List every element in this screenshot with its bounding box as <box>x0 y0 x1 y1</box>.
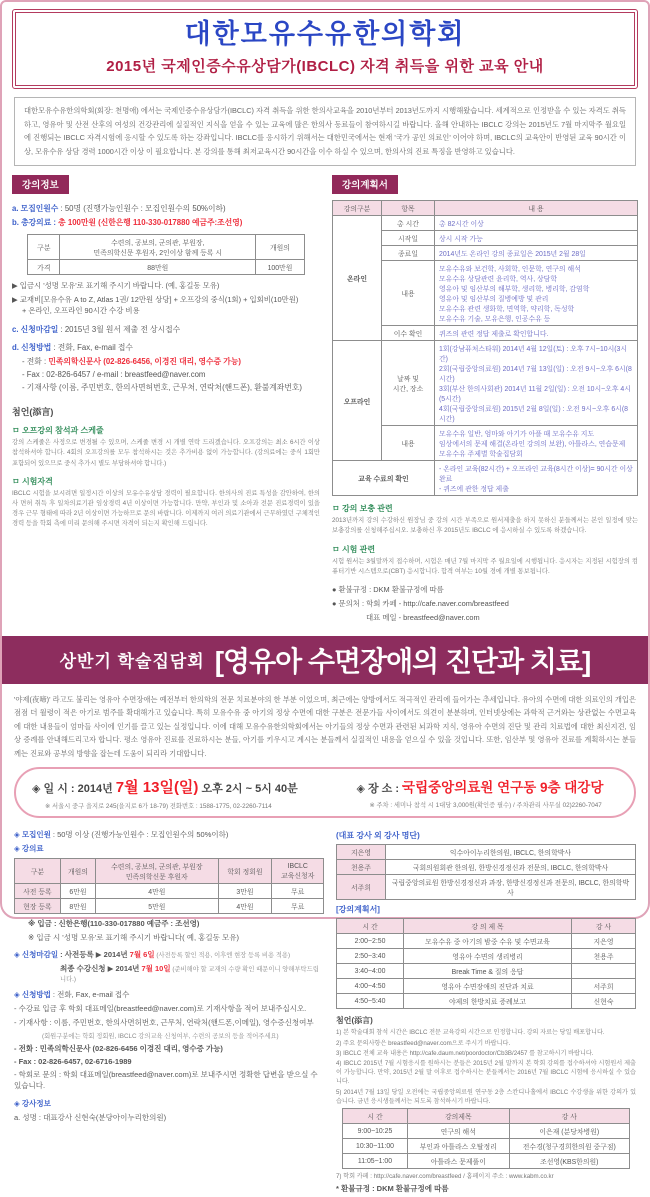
total-fee-label: b. 총강의료 : <box>12 218 59 228</box>
schedule-heading: [강의계획서] <box>336 905 380 915</box>
table-row: 시 간 강의제목 강 사 <box>343 1109 630 1124</box>
morning-schedule-table <box>342 1108 630 1169</box>
note-5: 5) 2014년 7월 13일 당일 오전에는 국립중앙의료원 연구동 2층 스칸디나홀에서 IBCLC 수강생을 위한 강의가 있습니다. 금년 응시생들께서는 되도록 참석하시기 바랍니다. <box>336 1088 636 1105</box>
table-row: 시작일 상시 시작 가능 <box>333 231 638 246</box>
table-row: 종료일 2014년도 온라인 강의 종료일은 2015년 2월 28일 <box>333 246 638 261</box>
refund-policy-line: ● 환불규정 : DKM 환불규정에 따름 <box>332 584 444 594</box>
seminar-datetime: ◈ 일 시 : 2014년 7월 13일(일) 오후 2시 ~ 5시 40분 <box>32 779 298 797</box>
apply-fax-line: - Fax : 02-826-6457, 02-6716-1989 <box>14 1057 132 1067</box>
table-row: 4:00~4:50 영유아 수면장애의 진단과 치료 서주희 <box>337 979 636 994</box>
table-row <box>333 341 638 426</box>
apply-method-line <box>12 342 320 353</box>
apply-method2-line: ◈ 신청방법 : 전화, Fax, e-mail 접수 <box>14 990 130 1000</box>
total-fee-line <box>12 217 320 228</box>
lecture-plan-column <box>332 175 638 626</box>
table-row: 교육 수료의 확인 - 온라인 교육(82시간) + 오프라인 교육(8시간 이상)= 90시간 이상 완료 - 퀴즈에 관한 정답 제출 <box>333 461 638 496</box>
exam-eligibility-heading: ㅁ 시험자격 <box>12 476 53 486</box>
table-row: 내용 모유수유 일반, 엄마와 아기가 아플 때 모유수유 지도 임상에서의 문제 해결(온라인 강의의 보완), 아틀라스, 연습문제 모유수유 주제별 학술집담회 <box>333 426 638 461</box>
note-3: 3) IBCLC 전체 교육 내용은 http://cafe.daum.net/poordoctor/Cb3B/2457 를 참고하시기 바랍니다. <box>336 1049 594 1057</box>
fee-col-owner: 개원의 <box>256 235 304 260</box>
fee2-label-line: ◈ 강의료 <box>14 844 44 854</box>
location-block <box>356 776 618 810</box>
apply-email-line: - 수강료 입금 후 학회 대표메일(breastfeed@naver.com)로 기재사항을 적어 보내주십시오. <box>14 1004 307 1014</box>
apply-inquiry-line: - 학회로 문의 : 학회 대표메일(breastfeed@naver.com)로 보내주시면 정확한 답변을 받으실 수 있습니다. <box>14 1070 318 1091</box>
fee-col-discount: 수련의, 공보의, 군의관, 부원장, 민족의학신문 후원자, 2인이상 함께 등록 시 <box>60 235 256 260</box>
note-1: 1) 본 학술대회 참석 시간은 IBCLC 전문 교육강의 시간으로 인정합니다. 강의 자료는 당일 배포합니다. <box>336 1029 605 1037</box>
total-fee-value: 총 100만원 (신한은행 110-330-017880 예금주:조선영) <box>58 218 243 228</box>
seminar-address-note: ※ 서울시 중구 을지로 245(을지로 6가 18-79) 전화번호 : 1588-1775, 02-2260-7114 <box>45 803 272 811</box>
flyer-subtitle: 2015년 국제인증수유상담가(IBCLC) 자격 취득을 위한 교육 안내 <box>106 57 544 75</box>
datetime-location-box <box>14 767 636 818</box>
supplement-body: 2013년까지 강의 수강하신 원장님 중 강의 시간 부족으로 원서제출을 하지 못하신 분들께서는 본인 일정에 맞는 보충강의를 신청해주십시오. 보충하신 후 2015년도 IBCLC 에 응시하실 수 있도록 하겠습니다. <box>332 517 638 535</box>
lecture-plan-table <box>332 200 638 496</box>
apply-method-label: d. 신청방법 <box>12 343 52 353</box>
program-column <box>336 826 636 1197</box>
seminar-date: 7월 13일(일) <box>115 779 199 797</box>
exam-eligibility-body: IBCLC 시험을 보시려면 일정시간 이상의 모유수유상담 경력이 필요합니다. 한의사의 진료 특성을 감안하여, 한의사 면허 취득 후 일차의료기관 임상경력 4년 이상이면 가능합니다. 만약, 부인과 및 소아과 전문 진료경력이 있을 경우 근무 형태에 따라 2년 이상이면 가능하므로 문의 바랍니다. 이제까지 여러 의료기관에서 근무하였던 구체적인 경력 등을 학회 측에 미리 문의해 주시면 자격이 되는지 확인해 드립니다. <box>12 489 320 528</box>
materials-bullet: ▶ 교재비[모유수유 A to Z, Atlas 1권/ 12만원 상당] + 오프강의 중식(1회) + 입회비(10만원) + 온라인, 오프라인 90시간 수강 비용 <box>12 295 299 316</box>
seminar-intro-paragraph: '야제(夜啼)' 라고도 불리는 영유아 수면장애는 예전부터 한의학의 전문 치료분야의 한 부분 이었으며, 최근에는 양방에서도 적극적인 관리에 들어가는 추세입니다. 유아의 수면에 대한 의료인의 개입은 점점 더 월령이 적은 아기로 범주를 확대해가고 있습니다. 특히 모유수유 중 아기의 정상 수면에 대한 구분은 전문가들 사이에서도 의견이 분분하며, 인터넷상에는 과학적 근거와는 상관없는 수면교육에 대한 내용들이 엄마들 사이에 인기를 끌고 있는 실정입니다. 이에 대해 모유수유한의학회에서는 아기들의 정상 수면과 관련된 뇌과학 지식, 영유아 수면의 진단 및 관리 치료법에 대한 최신지견, 임상 증례를 안내해드리고자 합니다. 평소 영유아 진료를 진료하시는 분들, 아기를 키우시고 계시는 분들께서 실질적인 내용을 얻으실 수 있을 것입니다. 또한, 임산부 및 영유아 진료를 계획하시는 분들께는 진료와 공부의 방향을 잡는데 도움이 되리라 기대합니다. <box>14 694 636 758</box>
organization-title: 대한모유수유한의학회 <box>184 19 466 49</box>
capacity-line <box>12 203 320 214</box>
offline-label: 오프라인 <box>333 341 382 461</box>
deadline-label: c. 신청마감일 <box>12 325 59 335</box>
deadline-line <box>12 324 320 335</box>
teacher-name-line: a. 성명 : 대표강사 신현숙(분당아이누리한의원) <box>14 1113 167 1123</box>
offline-when-label: 날짜 및 시간, 장소 <box>382 341 435 426</box>
fee2-ibclc-col: IBCLC 교육신청자 <box>272 859 324 884</box>
notes-heading: 첨언(添言) <box>336 1016 373 1026</box>
registration-column <box>14 826 324 1126</box>
lecturers-table <box>336 844 636 900</box>
capacity-value: : 50명 (진행가능인원수 : 모집인원수의 50%이하) <box>58 204 226 214</box>
table-row: 2:00~2:50 모유수유 중 아기의 밤중 수유 및 수면교육 지은영 <box>337 934 636 949</box>
table-row: 10:30~11:00 부인과 아틀라스 오탈정리 전수경(청구경희한의원 중구점) <box>343 1139 630 1154</box>
offline-content-cell: 모유수유 일반, 엄마와 아기가 아플 때 모유수유 지도 임상에서의 문제 해결(온라인 강의의 보완), 아틀라스, 연습문제 모유수유 주제별 학술집담회 <box>435 426 638 461</box>
fee-table-top <box>27 234 304 275</box>
capacity-label: a. 모집인원수 <box>12 204 59 214</box>
bank-line: ※ 입금 : 신한은행(110-330-017880 예금주 : 조선영) <box>28 919 200 929</box>
table-row: 2:50~3:40 영유아 수면의 생리병리 천용주 <box>337 949 636 964</box>
contact-cafe-line: ● 문의처 : 학회 카페 - http://cafe.naver.com/breastfeed <box>332 598 509 608</box>
fee-col-type: 구분 <box>28 235 60 260</box>
seminar-venue: 국립중앙의료원 연구동 9층 대강당 <box>402 780 604 796</box>
addendum-title: 첨언(添言) <box>12 407 54 418</box>
lecture-info-column <box>12 175 320 529</box>
phone-line: - 전화 : 민족의학신문사 (02-826-6456, 이경진 대리, 영수증 가능) <box>22 357 241 367</box>
offline-when-cell: 1회(강남퓨처스타워) 2014년 4월 12일(토) : 오후 7시~10시(3시간) 2회(국립중앙의료원) 2014년 7월 13일(일) : 오전 9시~오후 6시(8시간) 3회(부산 한의사회관) 2014년 11월 2일(일) : 오전 10시~오후 4시(5시간) 4회(국립중앙의료원) 2015년 2월 8일(일) : 오전 9시~오후 6시(8시간) <box>435 341 638 426</box>
top-section <box>2 2 648 626</box>
table-row: 강의구분 항목 내 용 <box>333 201 638 216</box>
table-row: 시 간 강 의 제 목 강 사 <box>337 919 636 934</box>
seminar-band-small: 상반기 학술집담회 <box>59 652 205 672</box>
deposit-note-line: ※ 입금 시 '성명 모유'로 표기해 주시기 바랍니다( 예, 홍길동 모유) <box>28 933 239 943</box>
fee-table-bottom <box>14 858 324 914</box>
supplement-heading: ㅁ 강의 보충 관련 <box>332 504 393 514</box>
table-row: 이수 확인 퀴즈의 관련 정답 제출로 확인합니다. <box>333 326 638 341</box>
refund-policy2-line: * 환불규정 : DKM 환불규정에 따름 <box>336 1184 449 1194</box>
schedule-table <box>336 918 636 1009</box>
note-7: 7) 학회 카페 : http://cafe.naver.com/breastfeed / 홈페이지 주소 : www.kabm.co.kr <box>336 1173 554 1181</box>
table-row: 서주희 국립중앙의료원 한방신경정신과 과장, 한방신경정신과 전문의, IBCLC, 한의학박사 <box>337 875 636 900</box>
table-row: 지은영 익수아이누리한의원, IBCLC, 한의학박사 <box>337 845 636 860</box>
seminar-title-band <box>2 636 648 684</box>
exam-info-heading: ㅁ 시험 관련 <box>332 544 376 554</box>
table-row: 현장 등록 8만원 5만원 4만원 무료 <box>15 899 324 914</box>
table-row: 천용주 국회의원회관 한의원, 한방신경정신과 전문의, IBCLC, 한의학박사 <box>337 860 636 875</box>
intro-paragraph: 대한모유수유한의학회(회장: 천명애) 에서는 국제인증수유상담가(IBCLC) 자격 취득을 위한 한의사교육을 2010년부터 2013년도까지 시행해왔습니다. 세계적으로 인정받을 수 있는 자격도 취득하고, 영유아 및 산전 산후의 여성의 건강관리에 실질적인 지식을 얻을 수 있는 교육에 많은 한의사 동료들이 참여하시길 바랍니다. 올해 안내하는 IBCLC 강의는 2015년도 7월 마지막주 월요일에 진행되는 IBCLC 자격시험에 응시할 수 있도록 하는 강좌입니다. IBCLC를 응시하기 위해서는 대한민국에서는 현재 '국가 공인 의료인' 이어야 하며, IBCLC의 교육안이 반영된 교육 90시간 이상, 모유수유 상담 경력 1000시간 이상 이 필요합니다. 본 강의를 통해 최저교육시간 90시간을 이수 하실 수 있으며, 한의사의 진료 특징을 반영하고 있습니다. <box>14 97 636 166</box>
apply-method-value: : 전화, Fax, e-mail 접수 <box>51 343 133 353</box>
parking-note: ※ 주차 : 세미나 참석 시 1대당 3,000원(확인증 필수) / 주차관리 사무실 02)2260-7047 <box>369 802 602 810</box>
table-row: 내용 모유수유와 보건학, 사회학, 인문학, 연구의 해석 모유수유 상담관련 윤리학, 역사, 상담학 영유아 및 임산부의 해부학, 생리학, 병리학, 감염학 영유아 및 임산부의 질병예방 및 관리 모유수유 관련 생화학, 면역학, 약리학, 독성학 모유수유 기술, 모유은행, 인공수유 등 <box>333 261 638 326</box>
fee2-discount-col: 수련의, 공보의, 군의관, 부원장 민족의학신문 후원자 <box>96 859 218 884</box>
note-4: 4) IBCLC 2015년 7월 시험응시를 원하시는 분들은 2015년 2월 말까지 본 학회 강의를 접수하셔야 시험원서 제출이 가능합니다. 만약, 2015년 2월 말 이후로 접수하시는 분들께서는 2016년 7월 IBCLC 시험에 응시하실 수 있습니다. <box>336 1060 636 1086</box>
table-row: 사전 등록 6만원 4만원 3만원 무료 <box>15 884 324 899</box>
deadline-value: : 2015년 3월 원서 제출 전 상시접수 <box>58 325 181 335</box>
offline-attendance-heading: ㅁ 오프강의 참석과 스케줄 <box>12 426 104 436</box>
apply-phone-line: - 전화 : 민족의학신문사 (02-826-6456 이경진 대리, 영수증 가능) <box>14 1044 223 1054</box>
datetime-block <box>32 776 348 810</box>
table-row: 가격 88만원 100만원 <box>28 260 304 275</box>
lecture-info-chip: 강의정보 <box>12 175 69 194</box>
table-row: 11:05~1:00 아틀라스 문제풀이 조선영(KBS한의원) <box>343 1154 630 1169</box>
table-row: 4:50~5:40 야제의 한방치료 증례보고 신현숙 <box>337 994 636 1009</box>
table-row: 3:40~4:00 Break Time & 질의 응답 <box>337 964 636 979</box>
required-fields-line: - 기재사항 (이름, 주민번호, 한의사면허번호, 근무처, 연락처(핸드폰), 환불계좌번호) <box>22 383 302 393</box>
deadline2-line: ◈ 신청마감일 : 사전등록 ▶ 2014년 7월 6일 (사전등록 할인 적용, 이후엔 현장 등록 비용 적용) <box>14 950 291 960</box>
seminar-band-big: [영유아 수면장애의 진단과 치료] <box>214 645 591 677</box>
payment-bullet: ▶ 입금시 '성명 모유'로 표기해 주시기 바랍니다. (예, 홍길동 모유) <box>12 281 220 291</box>
table-row: 온라인 총 시간 총 82시간 이상 <box>333 216 638 231</box>
offline-attendance-body: 강의 스케줄은 사정으로 변경될 수 있으며, 스케줄 변경 시 개별 연락 드리겠습니다. 오프강의는 최소 6시간 이상 참석하셔야 합니다. 4회의 오프강의를 모두 참석하시는 것은 추가비용 없이 가능합니다. (강의료에는 중식 1회만 포함되어 있으므로 중식 추가시 별도 부담하셔야 합니다.) <box>12 439 320 467</box>
title-box <box>12 9 638 89</box>
teacher-info-label: ◈ 강사정보 <box>14 1099 51 1109</box>
note-2: 2) 주요 문의사항은 breastfeed@naver.com으로 주시기 바랍니다. <box>336 1039 511 1047</box>
apply-fields-note: (회원구분에는 학회 정회원, IBCLC 강의교육 신청여부, 수련의 공보의 등을 적어주세요) <box>42 1033 279 1041</box>
lecture-plan-chip: 강의계획서 <box>332 175 398 194</box>
bottom-section <box>2 684 648 1197</box>
table-row <box>28 235 304 260</box>
table-row: 9:00~10:25 연구의 해석 이은재 (분당차병원) <box>343 1124 630 1139</box>
apply-fields-line: - 기재사항 : 이름, 주민번호, 한의사면허번호, 근무처, 연락처(핸드폰,이메일), 영수증신청여부 <box>14 1018 314 1028</box>
lecturers-heading: (대표 강사 외 강사 명단) <box>336 831 420 841</box>
exam-info-body: 시험 원서는 3월말까지 접수하며, 시험은 매년 7월 마지막 주 월요일에 시행됩니다. 응시자는 지정된 시험장의 컴퓨터기반 시스템으로(CBT) 응시합니다. 합격 여부는 10월 경에 개별 통보됩니다. <box>332 557 638 575</box>
finish-cell: - 온라인 교육(82시간) + 오프라인 교육(8시간 이상)= 90시간 이상 완료 - 퀴즈에 관한 정답 제출 <box>435 461 638 496</box>
online-content-cell: 모유수유와 보건학, 사회학, 인문학, 연구의 해석 모유수유 상담관련 윤리학, 역사, 상담학 영유아 및 임산부의 해부학, 생리학, 병리학, 감염학 영유아 및 임산부의 질병예방 및 관리 모유수유 관련 생화학, 면역학, 약리학, 독성학 모유수유 기술, 모유은행, 인공수유 등 <box>435 261 638 326</box>
online-label: 온라인 <box>333 216 382 341</box>
fax-email-line: - Fax : 02-826-6457 / e-mail : breastfeed@naver.com <box>22 370 206 380</box>
seminar-location: ◈ 장 소 : 국립중앙의료원 연구동 9층 대강당 <box>356 780 604 796</box>
final-deadline-line: 최종 수강신청 ▶ 2014년 7월 10일 (준비해야 할 교재의 수량 확인 때문이니 양해부탁드립니다.) <box>60 964 319 984</box>
table-row: 구분 개원의 수련의, 공보의, 군의관, 부원장 민족의학신문 후원자 학회 정회원 IBCLC 교육신청자 <box>15 859 324 884</box>
contact-email-line: 대표 메일 - breastfeed@naver.com <box>366 612 480 622</box>
capacity2-line: ◈ 모집인원 : 50명 이상 (진행가능인원수 : 모집인원수의 50%이하) <box>14 830 229 840</box>
